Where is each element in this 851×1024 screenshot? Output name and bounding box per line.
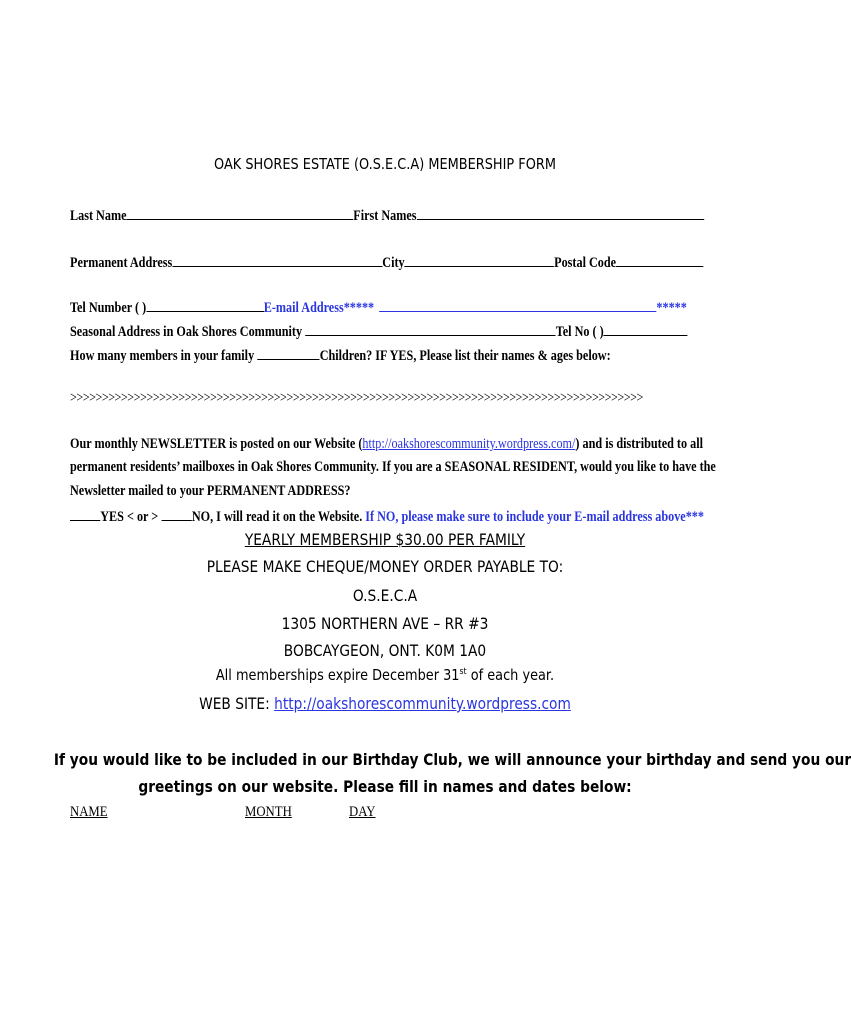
org-name: O.S.E.C.A [352,586,418,605]
email-label: E-mail Address***** [263,300,375,316]
name-row [70,205,704,225]
family-row [70,345,611,365]
children-label: Children? IF YES, Please list their names & ages below: [319,348,611,364]
org-city-postal: BOBCAYGEON, ONT. K0M 1A0 [283,641,487,660]
yes-option-label: YES < or > [100,509,159,525]
expiry-text: All memberships expire December 31 [215,666,460,684]
website-line [54,694,716,713]
newsletter-text-end: ) and is distributed to all [575,436,703,452]
contact-row [70,297,687,317]
birthday-col-name: NAME [70,804,108,820]
email-suffix: ***** [656,300,687,316]
tel-no-label: Tel No ( ) [555,324,604,340]
birthday-line-1: If you would like to be included in our Birthday Club, we will announce your birthday and send you our [53,750,851,769]
org-street: 1305 NORTHERN AVE – RR #3 [281,614,489,633]
newsletter-text-start: Our monthly NEWSLETTER is posted on our Website ( [70,436,363,452]
no-option-label: NO, I will read it on the Website. [191,509,363,525]
postal-code-label: Postal Code [554,255,617,271]
birthday-col-day: DAY [349,804,376,820]
email-field[interactable] [379,297,656,312]
birthday-col-month: MONTH [245,804,292,820]
city-field[interactable] [405,252,555,267]
yearly-membership: YEARLY MEMBERSHIP $30.00 PER FAMILY [244,530,526,549]
no-field[interactable] [162,506,192,521]
divider-arrows: >>>>>>>>>>>>>>>>>>>>>>>>>>>>>>>>>>>>>>>>>>>>>>>>>>>>>>>>>>>>>>>>>>>>>>>>>>>>>>>>>>>>>>>>>> [70,390,643,406]
members-field[interactable] [258,345,320,360]
last-name-field[interactable] [127,205,354,220]
first-names-field[interactable] [417,205,704,220]
seasonal-row [70,321,688,341]
expiry-text-end: of each year. [466,666,555,684]
newsletter-options [70,506,704,526]
no-option-note: If NO, please make sure to include your E-mail address above*** [365,509,704,525]
website-label: WEB SITE: [199,694,275,713]
birthday-line-2: greetings on our website. Please fill in names and dates below: [138,777,632,796]
newsletter-website-link[interactable]: http://oakshorescommunity.wordpress.com/ [362,436,576,452]
form-title: OAK SHORES ESTATE (O.S.E.C.A) MEMBERSHIP FORM [214,155,556,173]
last-name-label: Last Name [70,208,127,224]
newsletter-line-1 [70,436,703,453]
first-names-label: First Names [353,208,417,224]
yes-field[interactable] [70,506,100,521]
tel-no-field[interactable] [604,321,688,336]
seasonal-address-label: Seasonal Address in Oak Shores Community [70,324,303,340]
city-label: City [382,255,405,271]
newsletter-line-3: Newsletter mailed to your PERMANENT ADDRESS? [70,483,351,499]
website-url-link[interactable]: http://oakshorescommunity.wordpress.com [274,694,571,713]
permanent-address-label: Permanent Address [70,255,173,271]
membership-expiry [54,666,716,684]
address-row [70,252,703,272]
tel-number-label: Tel Number ( ) [70,300,147,316]
newsletter-line-2: permanent residents’ mailboxes in Oak Shores Community. If you are a SEASONAL RESIDENT, would you like to have the [70,459,716,475]
expiry-superscript: st [459,667,467,677]
payable-to: PLEASE MAKE CHEQUE/MONEY ORDER PAYABLE TO: [206,557,564,576]
seasonal-address-field[interactable] [305,321,555,336]
postal-code-field[interactable] [616,252,703,267]
permanent-address-field[interactable] [172,252,382,267]
tel-number-field[interactable] [146,297,264,312]
members-label: How many members in your family [70,348,255,364]
